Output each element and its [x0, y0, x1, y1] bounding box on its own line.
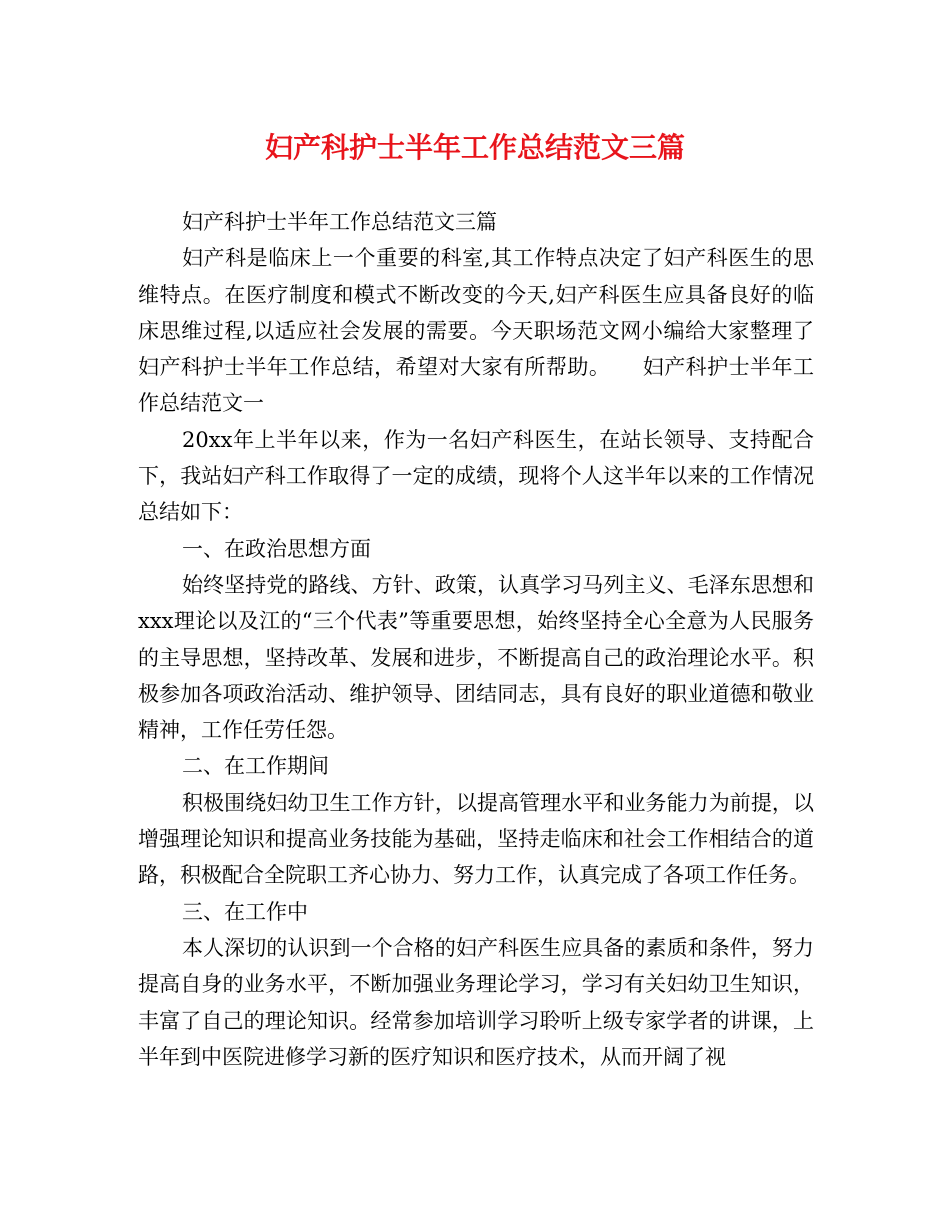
paragraph-in-work: 本人深切的认识到一个合格的妇产科医生应具备的素质和条件，努力提高自身的业务水平，不断加强业务理论学习，学习有关妇幼卫生知识，丰富了自己的理论知识。经常参加培训学习聆听上级专家学者的讲课，上半年到中医院进修学习新的医疗知识和医疗技术，从而开阔了视 — [138, 935, 814, 1069]
document-title: 妇产科护士半年工作总结范文三篇 — [264, 131, 685, 164]
paragraph-work-period: 积极围绕妇幼卫生工作方针，以提高管理水平和业务能力为前提，以增强理论知识和提高业务技能为基础，坚持走临床和社会工作相结合的道路，积极配合全院职工齐心协力、努力工作，认真完成了各项工作任务。 — [138, 790, 814, 888]
paragraph-intro: 妇产科是临床上一个重要的科室,其工作特点决定了妇产科医生的思维特点。在医疗制度和模式不断改变的今天,妇产科医生应具备良好的临床思维过程,以适应社会发展的需要。今天职场范文网小编给大家整理了妇产科护士半年工作总结，希望对大家有所帮助。 妇产科护士半年工作总结范文一 — [138, 246, 814, 416]
document-body — [138, 204, 814, 1075]
section-heading-political: 一、在政治思想方面 — [182, 536, 371, 561]
paragraph-subtitle: 妇产科护士半年工作总结范文三篇 — [182, 210, 497, 234]
section-heading-work-period: 二、在工作期间 — [182, 754, 329, 779]
section-heading-in-work: 三、在工作中 — [182, 899, 308, 924]
paragraph-political: 始终坚持党的路线、方针、政策，认真学习马列主义、毛泽东思想和xxx理论以及江的“三个代表”等重要思想，始终坚持全心全意为人民服务的主导思想，坚持改革、发展和进步，不断提高自己的政治理论水平。积极参加各项政治活动、维护领导、团结同志，具有良好的职业道德和敬业精神，工作任劳任怨。 — [138, 572, 814, 743]
paragraph-opening: 20xx年上半年以来，作为一名妇产科医生，在站长领导、支持配合下，我站妇产科工作取得了一定的成绩，现将个人这半年以来的工作情况总结如下： — [138, 427, 814, 525]
